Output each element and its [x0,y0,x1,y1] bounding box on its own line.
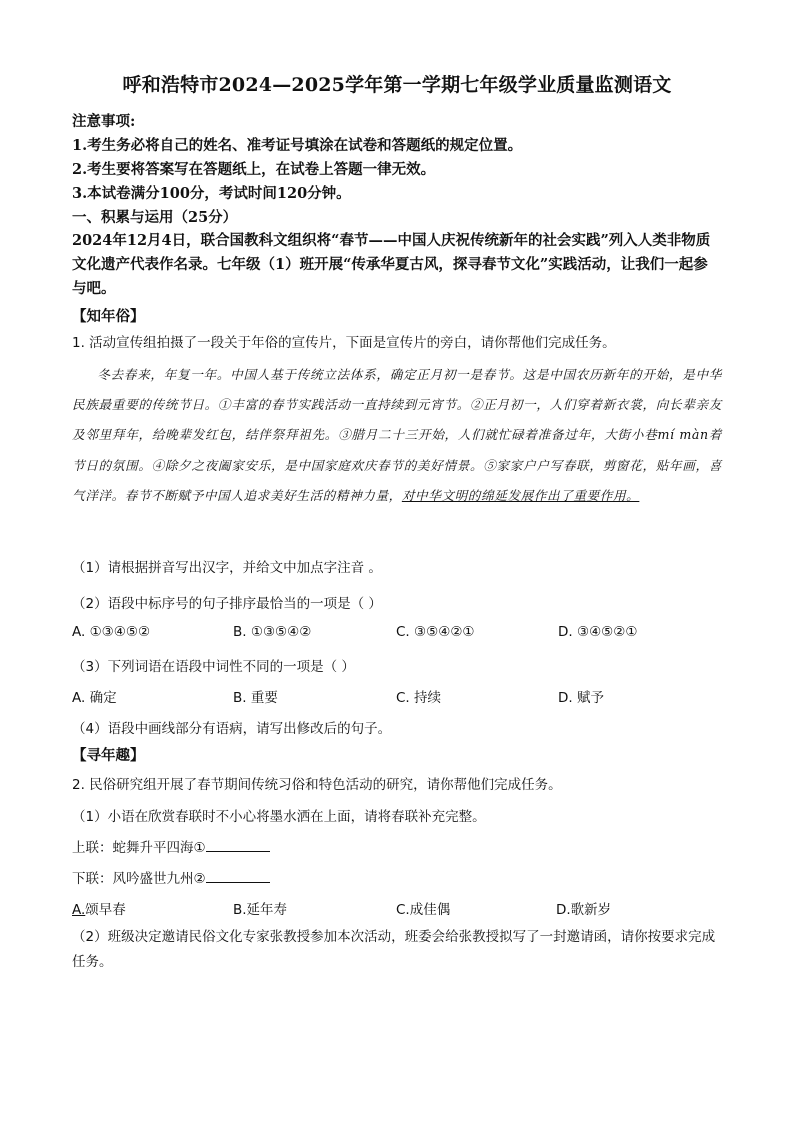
section-intro: 2024年12月4日，联合国教科文组织将“春节——中国人庆祝传统新年的社会实践”列入人类非物质文化遗产代表作名录。七年级（1）班开展“传承华夏古风，探寻春节文化”实践活动，让我们一起参与吧。 [72,232,711,297]
q1-sub4: （4）语段中画线部分有语病，请写出修改后的句子。 [72,721,392,737]
q1-sub2-option-a: A. ①③④⑤② [72,624,151,640]
couplet-lower-blank [206,868,270,883]
q1-sub3: （3）下列词语在语段中词性不同的一项是（ ） [72,659,355,675]
q1-sub2-option-b: B. ①③⑤④② [233,624,312,640]
note-item-1: 1.考生务必将自己的姓名、准考证号填涂在试卷和答题纸的规定位置。 [72,137,523,154]
passage-text: 冬去春来，年复一年。中国人基于传统立法体系，确定正月初一是春节。这是中国农历新年的开始，是中华民族最重要的传统节日。①丰富的春节实践活动一直持续到元宵节。②正月初一，人们穿着新衣裳，向长辈亲友及邻里拜年，给晚辈发红包，结伴祭拜祖先。③腊月二十三开始，人们就忙碌着准备过年，大街小巷mí màn着节日的氛围。④除夕之夜阖家安乐，是中国家庭欢庆春节的美好情景。⑤家家户户写春联，剪窗花，贴年画，喜气洋洋。春节不断赋予中国人追求美好生活的精神力量， [72,367,722,503]
couplet-lower-text: 下联：风吟盛世九州② [72,871,206,887]
section-heading: 一、积累与运用（25分） [72,209,238,226]
couplet-upper-text: 上联：蛇舞升平四海① [72,840,206,856]
q2-sub1-option-c: C.成佳偶 [396,902,451,918]
q2-sub1-option-a [72,898,126,918]
passage [72,360,722,511]
q2-sub1-option-a-text: 颂早春 [85,902,126,918]
passage-underlined-sentence: 对中华文明的绵延发展作出了重要作用。 [401,487,640,503]
q2-sub1-option-b: B.延年寿 [233,902,288,918]
q2-sub2: （2）班级决定邀请民俗文化专家张教授参加本次活动，班委会给张教授拟写了一封邀请函，请你按要求完成任务。 [72,929,716,970]
q1-sub2: （2）语段中标序号的句子排序最恰当的一项是（ ） [72,596,382,612]
notes-heading: 注意事项: [72,113,136,130]
question-2: 2. 民俗研究组开展了春节期间传统习俗和特色活动的研究，请你帮他们完成任务。 [72,777,562,793]
part-tag-zhinian: 【知年俗】 [72,308,145,325]
q1-sub2-option-d: D. ③④⑤②① [558,624,638,640]
q1-sub1: （1）请根据拼音写出汉字，并给文中加点字注音 。 [72,560,382,576]
note-item-2: 2.考生要将答案写在答题纸上，在试卷上答题一律无效。 [72,161,436,178]
q1-sub3-option-a: A. 确定 [72,690,117,706]
q2-sub1-option-d: D.歌新岁 [556,902,612,918]
q1-sub2-option-c: C. ③⑤④②① [396,624,475,640]
page-title: 呼和浩特市2024—2025学年第一学期七年级学业质量监测语文 [122,74,672,96]
q2-sub1: （1）小语在欣赏春联时不小心将墨水洒在上面，请将春联补充完整。 [72,809,486,825]
couplet-lower [72,867,270,887]
couplet-upper [72,836,270,856]
part-tag-xunnian: 【寻年趣】 [72,747,145,764]
q1-sub3-option-c: C. 持续 [396,690,442,706]
question-1: 1. 活动宣传组拍摄了一段关于年俗的宣传片，下面是宣传片的旁白，请你帮他们完成任务。 [72,335,616,351]
q2-sub1-option-a-letter: A. [72,902,86,918]
note-item-3: 3.本试卷满分100分，考试时间120分钟。 [72,185,351,202]
q1-sub3-option-d: D. 赋予 [558,690,604,706]
couplet-upper-blank [206,837,270,852]
q1-sub3-option-b: B. 重要 [233,690,278,706]
